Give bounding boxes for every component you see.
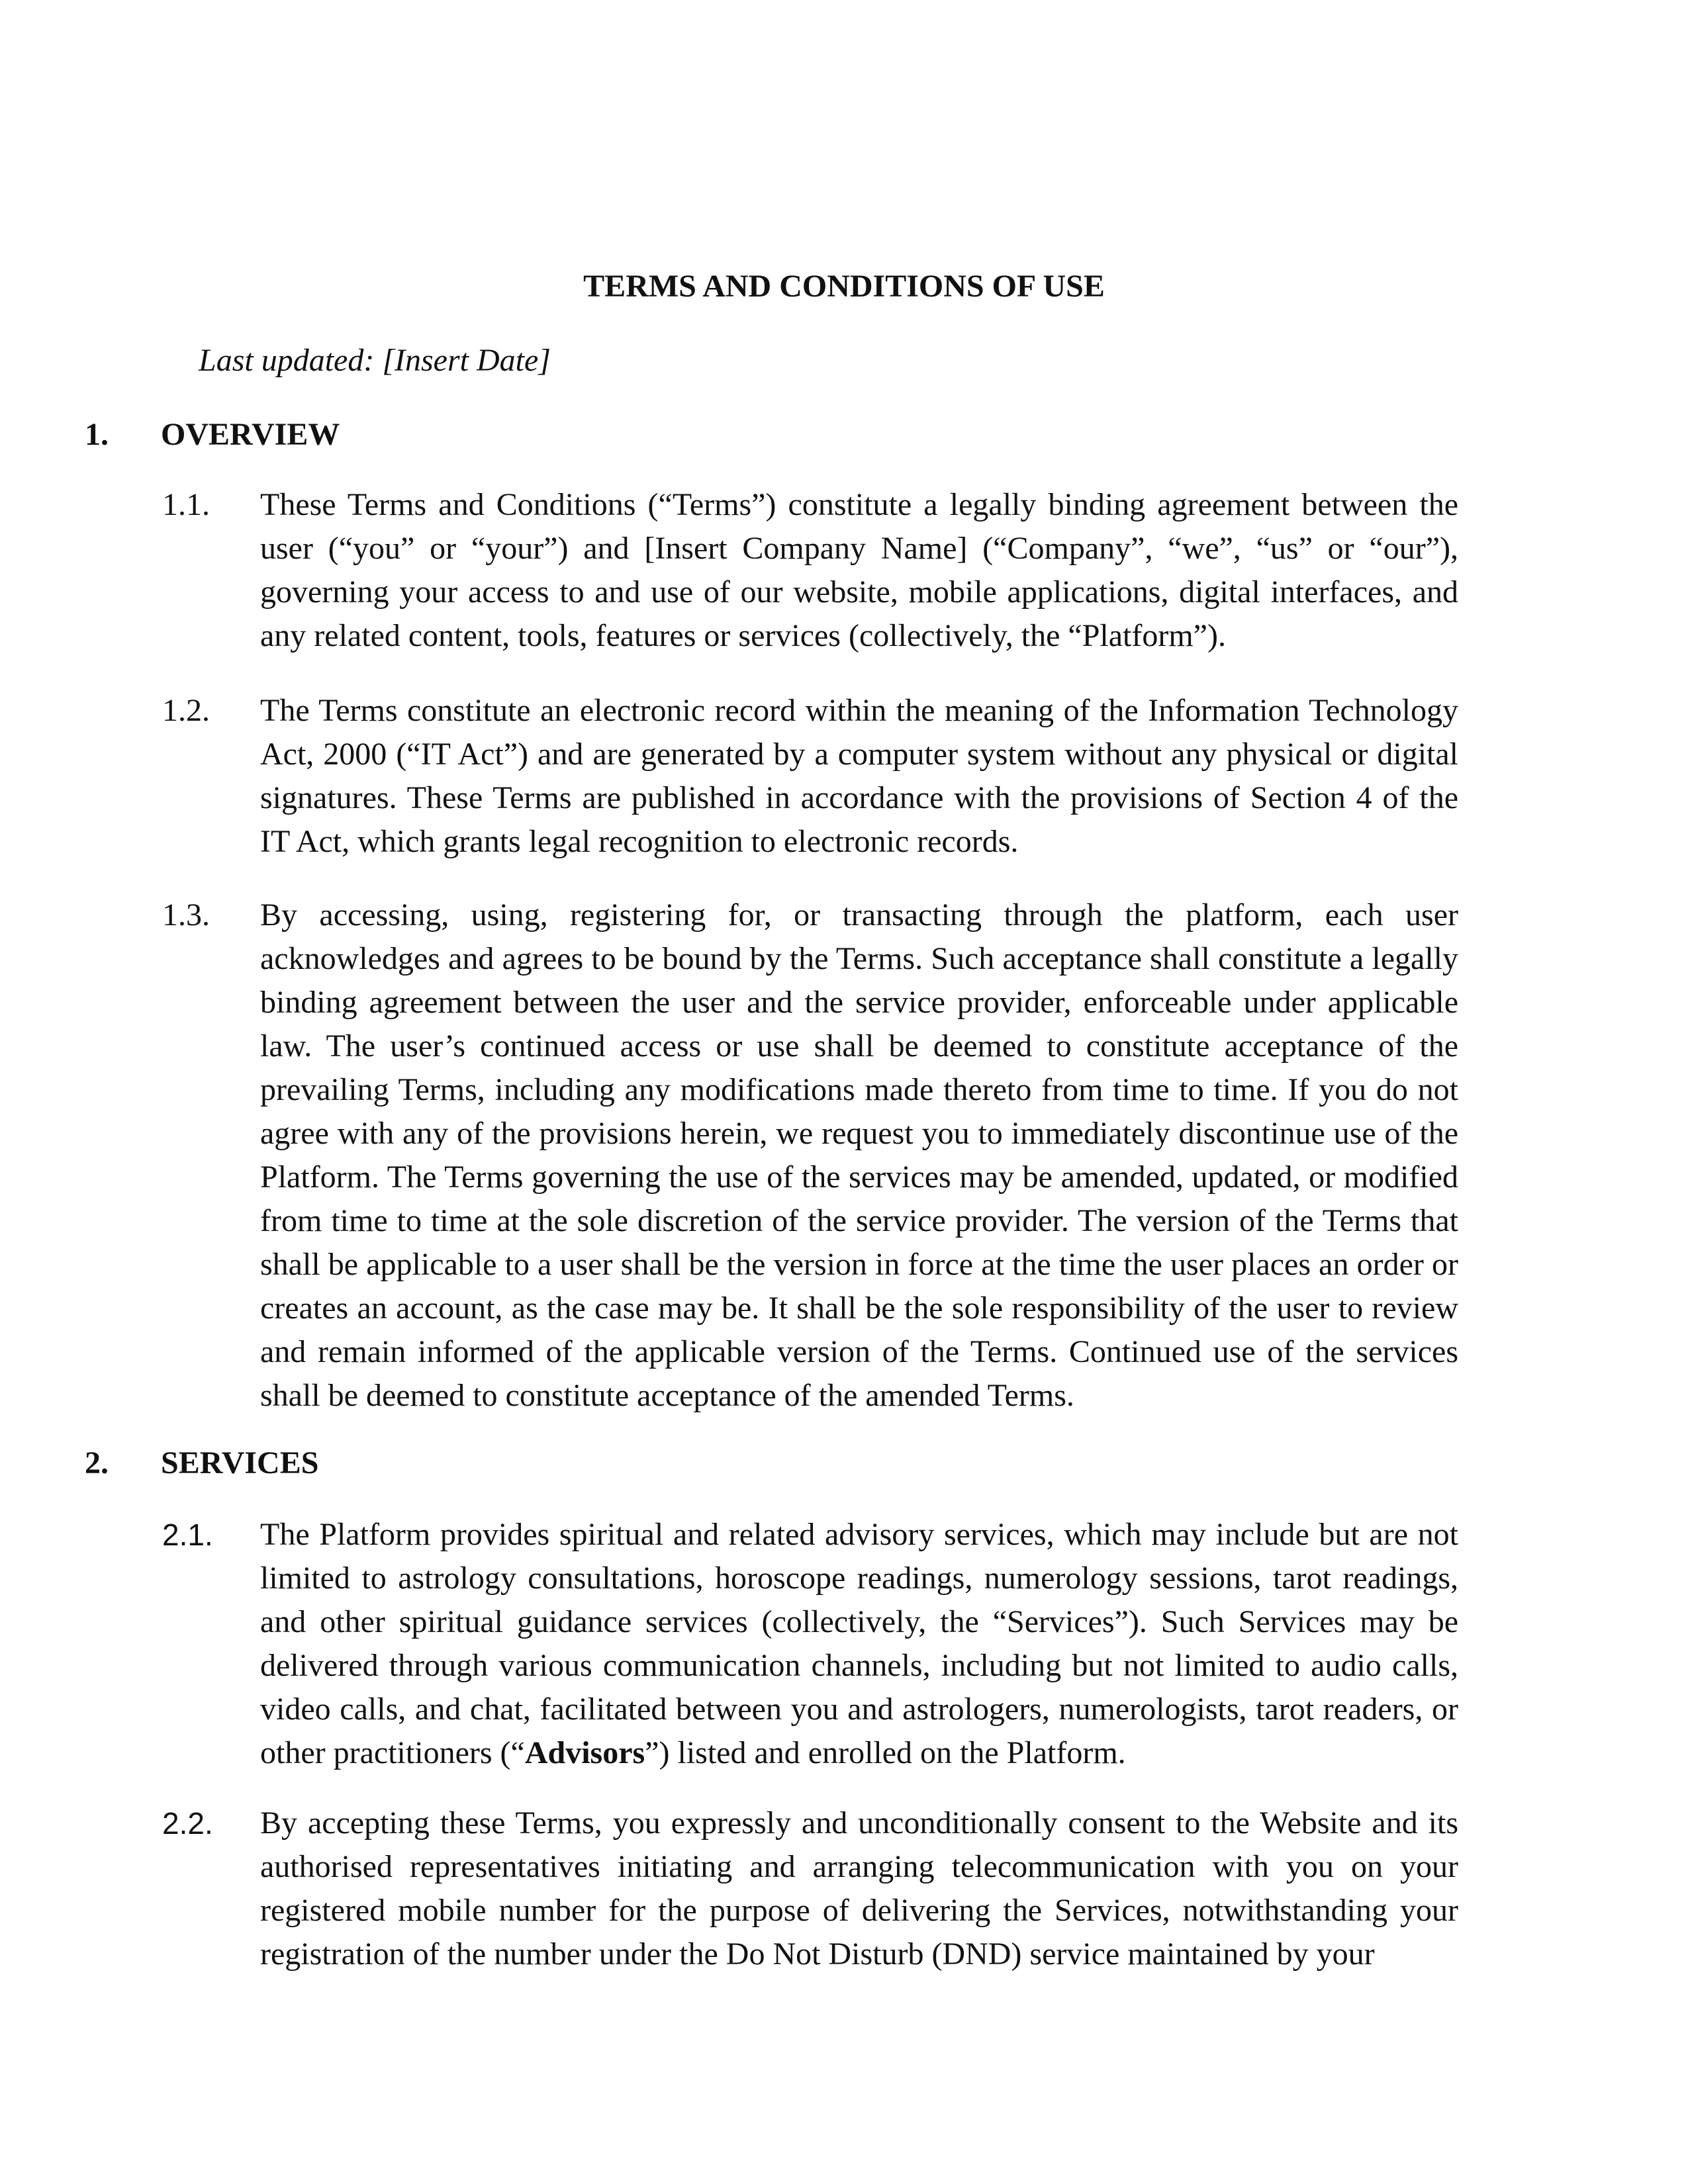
clause-text: The Terms constitute an electronic record within the meaning of the Information Technology Act, 2000 (“IT Act”) and are generated by a computer system without any physical or digital signatures. These Terms are published in accordance with the provisions of Section 4 of the IT Act, which grants legal recognition to electronic records. (260, 693, 1458, 859)
clause-text: These Terms and Conditions (“Terms”) constitute a legally binding agreement between the user (“you” or “your”) and [Insert Company Name] (“Company”, “we”, “us” or “our”), governing your access to and use of our website, mobile applications, digital interfaces, and any related content, tools, features or services (collectively, the “Platform”). (260, 487, 1458, 653)
clause-text (260, 1513, 1458, 1775)
clause-2-1 (162, 1513, 1499, 1775)
clause-number: 1.3. (162, 897, 210, 933)
last-updated: Last updated: [Insert Date] (199, 343, 551, 378)
section-title: OVERVIEW (161, 417, 340, 452)
defined-term-advisors: Advisors (524, 1735, 645, 1770)
clause-number: 1.2. (162, 693, 210, 728)
clause-number: 2.2. (162, 1806, 213, 1841)
section-number: 1. (85, 417, 109, 452)
clause-text-part: ”) listed and enrolled on the Platform. (645, 1735, 1126, 1770)
clause-text-part: The Platform provides spiritual and related advisory services, which may include but are not limited to astrology consultations, horoscope readings, numerology sessions, tarot readings, and other spiritual guidance services (collectively, the “Services”). Such Services may be delivered through various communication channels, including but not limited to audio calls, video calls, and chat, facilitated between you and astrologers, numerologists, tarot readers, or other practitioners (“ (260, 1517, 1458, 1770)
clause-text: By accessing, using, registering for, or transacting through the platform, each user acknowledges and agrees to be bound by the Terms. Such acceptance shall constitute a legally binding agreement between the user and the service provider, enforceable under applicable law. The user’s continued access or use shall be deemed to constitute acceptance of the prevailing Terms, including any modifications made thereto from time to time. If you do not agree with any of the provisions herein, we request you to immediately discontinue use of the Platform. The Terms governing the use of the services may be amended, updated, or modified from time to time at the sole discretion of the service provider. The version of the Terms that shall be applicable to a user shall be the version in force at the time the user places an order or creates an account, as the case may be. It shall be the sole responsibility of the user to review and remain informed of the applicable version of the Terms. Continued use of the services shall be deemed to constitute acceptance of the amended Terms. (260, 897, 1458, 1413)
clause-2-2 (162, 1801, 1499, 1976)
clause-text: By accepting these Terms, you expressly and unconditionally consent to the Website and its authorised representatives initiating and arranging telecommunication with you on your registered mobile number for the purpose of delivering the Services, notwithstanding your registration of the number under the Do Not Disturb (DND) service maintained by your (260, 1805, 1458, 1972)
clause-number: 1.1. (162, 487, 210, 522)
clause-1-2 (162, 689, 1499, 864)
clause-1-1 (162, 483, 1499, 658)
document-title: TERMS AND CONDITIONS OF USE (583, 269, 1105, 304)
section-number: 2. (85, 1445, 109, 1480)
section-title: SERVICES (161, 1445, 319, 1480)
clause-1-3 (162, 893, 1499, 1418)
clause-number: 2.1. (162, 1518, 213, 1552)
